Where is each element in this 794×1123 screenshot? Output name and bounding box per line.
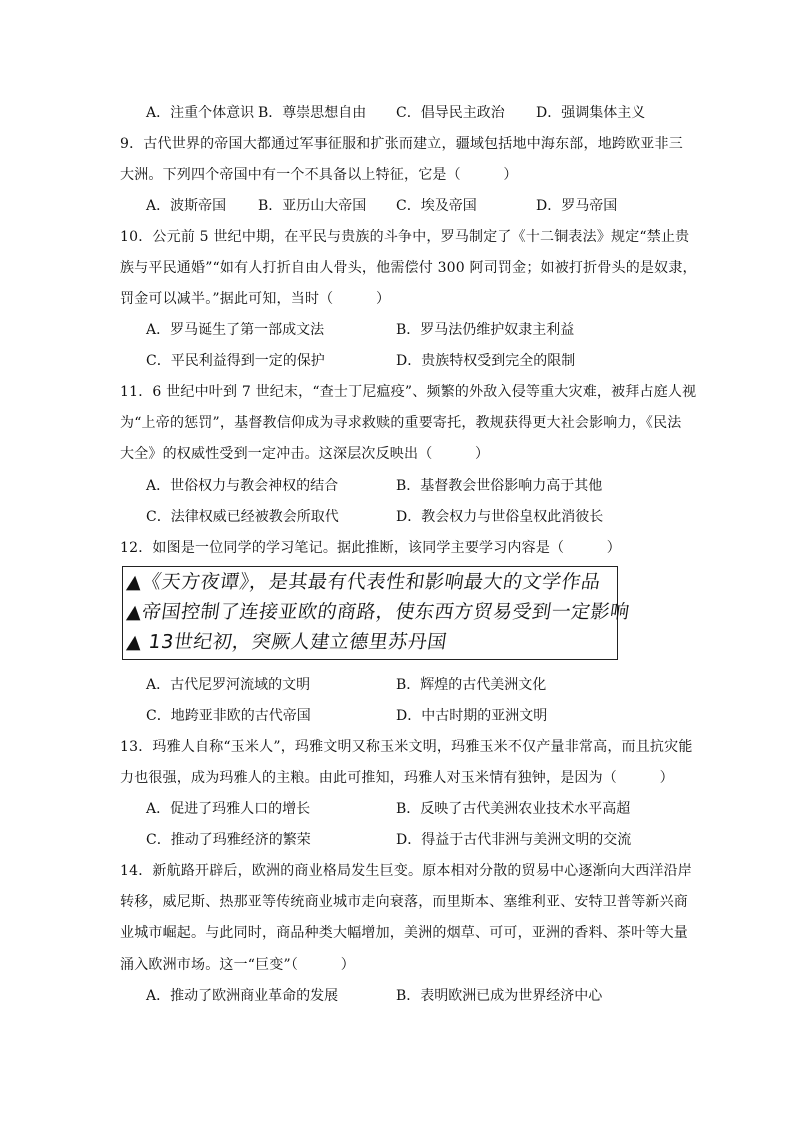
q14-option-b: B．表明欧洲已成为世界经济中心 bbox=[396, 988, 603, 1004]
q11-stem-line-3: 大全》的权威性受到一定冲击。这深层次反映出（ ） bbox=[120, 446, 490, 462]
q14-stem-line-1: 14．新航路开辟后，欧洲的商业格局发生巨变。原本相对分散的贸易中心逐渐向大西洋沿岸 bbox=[120, 863, 693, 879]
q13-option-c: C．推动了玛雅经济的繁荣 bbox=[146, 832, 311, 848]
q13-stem-line-1: 13．玛雅人自称“玉米人”，玛雅文明又称玉米文明，玛雅玉米不仅产量非常高，而且抗灾能 bbox=[120, 739, 693, 755]
q8-option-c: C．倡导民主政治 bbox=[396, 105, 505, 121]
q14-stem-line-2: 转移，威尼斯、热那亚等传统商业城市走向衰落，而里斯本、塞维利亚、安特卫普等新兴商 bbox=[120, 894, 688, 910]
q9-option-b: B．亚历山大帝国 bbox=[258, 198, 367, 214]
q14-stem-line-3: 业城市崛起。与此同时，商品种类大幅增加，美洲的烟草、可可，亚洲的香料、茶叶等大量 bbox=[120, 925, 688, 941]
q9-option-d: D．罗马帝国 bbox=[536, 198, 618, 214]
q10-option-b: B．罗马法仍维护奴隶主利益 bbox=[396, 322, 575, 338]
q11-option-b: B．基督教会世俗影响力高于其他 bbox=[396, 478, 603, 494]
note-line-2: ▲帝国控制了连接亚欧的商路，使东西方贸易受到一定影响 bbox=[125, 601, 632, 623]
q9-stem-line-2: 大洲。下列四个帝国中有一个不具备以上特征，它是（ ） bbox=[120, 167, 518, 183]
q12-option-b: B．辉煌的古代美洲文化 bbox=[396, 677, 547, 693]
q14-option-a: A．推动了欧洲商业革命的发展 bbox=[146, 988, 339, 1004]
q8-option-d: D．强调集体主义 bbox=[536, 105, 646, 121]
q10-option-d: D．贵族特权受到完全的限制 bbox=[396, 353, 576, 369]
q8-option-b: B．尊崇思想自由 bbox=[258, 105, 367, 121]
q12-option-c: C．地跨亚非欧的古代帝国 bbox=[146, 708, 311, 724]
q10-option-c: C．平民利益得到一定的保护 bbox=[146, 353, 325, 369]
q12-stem-line-1: 12．如图是一位同学的学习笔记。据此推断，该同学主要学习内容是（ ） bbox=[120, 540, 622, 556]
q11-option-d: D．教会权力与世俗皇权此消彼长 bbox=[396, 509, 604, 525]
q10-option-a: A．罗马诞生了第一部成文法 bbox=[146, 322, 325, 338]
q14-stem-line-4: 涌入欧洲市场。这一“巨变”（ ） bbox=[120, 957, 355, 973]
q13-option-d: D．得益于古代非洲与美洲文明的交流 bbox=[396, 832, 632, 848]
q12-option-d: D．中古时期的亚洲文明 bbox=[396, 708, 548, 724]
q11-stem-line-1: 11．6 世纪中叶到 7 世纪末，“查士丁尼瘟疫”、频繁的外敌入侵等重大灾难，被拜占庭人视 bbox=[120, 384, 697, 400]
note-line-1: ▲《天方夜谭》，是其最有代表性和影响最大的文学作品 bbox=[125, 571, 603, 593]
q8-option-a: A．注重个体意识 bbox=[146, 105, 255, 121]
q9-option-c: C．埃及帝国 bbox=[396, 198, 477, 214]
q10-stem-line-1: 10．公元前 5 世纪中期，在平民与贵族的斗争中，罗马制定了《十二铜表法》规定“禁止贵 bbox=[120, 229, 690, 245]
q12-option-a: A．古代尼罗河流域的文明 bbox=[146, 677, 311, 693]
q9-option-a: A．波斯帝国 bbox=[146, 198, 227, 214]
q10-stem-line-3: 罚金可以减半。”据此可知，当时（ ） bbox=[120, 291, 391, 307]
q13-stem-line-2: 力也很强，成为玛雅人的主粮。由此可推知，玛雅人对玉米情有独钟，是因为（ ） bbox=[120, 770, 674, 786]
q10-stem-line-2: 族与平民通婚”“如有人打折自由人骨头，他需偿付 300 阿司罚金；如被打折骨头的是奴隶， bbox=[120, 260, 697, 276]
note-line-3: ▲ 13世纪初，突厥人建立德里苏丹国 bbox=[125, 631, 449, 653]
q9-stem-line-1: 9．古代世界的帝国大都通过军事征服和扩张而建立，疆域包括地中海东部，地跨欧亚非三 bbox=[120, 136, 683, 152]
q13-option-b: B．反映了古代美洲农业技术水平高超 bbox=[396, 801, 631, 817]
q13-option-a: A．促进了玛雅人口的增长 bbox=[146, 801, 311, 817]
q11-option-c: C．法律权威已经被教会所取代 bbox=[146, 509, 339, 525]
q11-option-a: A．世俗权力与教会神权的结合 bbox=[146, 478, 339, 494]
q11-stem-line-2: 为“上帝的惩罚”，基督教信仰成为寻求救赎的重要寄托，教规获得更大社会影响力，《民法 bbox=[120, 415, 682, 431]
handwritten-study-notes bbox=[122, 566, 632, 660]
